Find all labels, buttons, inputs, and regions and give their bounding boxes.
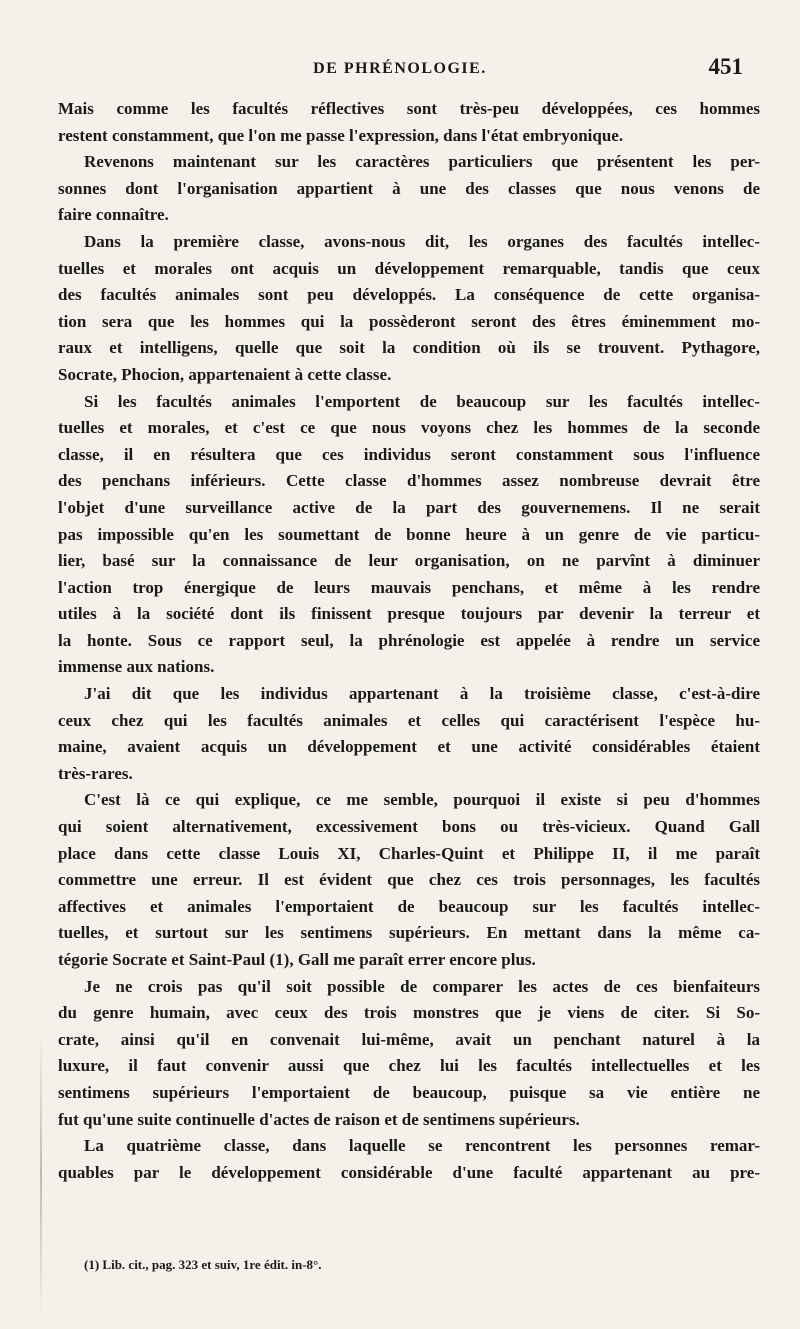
text-line: tuelles, et surtout sur les sentimens supérieurs. En mettant dans la même ca- [58,923,760,943]
text-line: La quatrième classe, dans laquelle se rencontrent les personnes remar- [84,1136,760,1156]
text-line: du genre humain, avec ceux des trois monstres que je viens de citer. Si So- [58,1003,760,1023]
text-line: crate, ainsi qu'il en convenait lui-même, avait un penchant naturel à la [58,1029,760,1049]
text-line: restent constamment, que l'on me passe l'expression, dans l'état embryonique. [58,125,624,145]
text-line: immense aux nations. [58,657,215,677]
text-line: sonnes dont l'organisation appartient à une des classes que nous venons de [58,178,760,198]
text-line: très-rares. [58,763,133,783]
text-line: la honte. Sous ce rapport seul, la phrénologie est appelée à rendre un service [58,630,760,650]
text-line: Dans la première classe, avons-nous dit, les organes des facultés intellec- [84,231,760,251]
text-line: lier, basé sur la connaissance de leur organisation, on ne parvînt à diminuer [58,551,760,571]
footnote: (1) Lib. cit., pag. 323 et suiv, 1re édit. in-8°. [84,1257,322,1272]
text-line: maine, avaient acquis un développement et une activité considérables étaient [58,737,760,757]
text-line: tuelles et morales, et c'est ce que nous voyons chez les hommes de la seconde [58,418,760,438]
text-line: tuelles et morales ont acquis un développement remarquable, tandis que ceux [58,258,760,278]
running-header [0,54,800,82]
text-line: des facultés animales sont peu développés. La conséquence de cette organisa- [58,285,760,305]
text-line: Si les facultés animales l'emportent de beaucoup sur les facultés intellec- [84,391,760,411]
text-line: des penchans inférieurs. Cette classe d'hommes assez nombreuse devrait être [58,471,760,491]
text-line: commettre une erreur. Il est évident que chez ces trois personnages, les facultés [58,870,760,890]
text-line: pas impossible qu'en les soumettant de bonne heure à un genre de vie particu- [58,524,760,544]
text-line: raux et intelligens, quelle que soit la condition où ils se trouvent. Pythagore, [58,338,760,358]
text-line: sentimens supérieurs l'emportaient de beaucoup, puisque sa vie entière ne [58,1082,760,1102]
body-text [58,96,760,1186]
text-line: l'objet d'une surveillance active de la part des gouvernemens. Il ne serait [58,497,760,517]
text-line: ceux chez qui les facultés animales et celles qui caractérisent l'espèce hu- [58,710,760,730]
text-line: Socrate, Phocion, appartenaient à cette classe. [58,364,392,384]
text-line: tégorie Socrate et Saint-Paul (1), Gall me paraît errer encore plus. [58,950,536,969]
page-number: 451 [708,54,743,79]
text-line: classe, il en résultera que ces individus seront constamment sous l'influence [58,444,760,464]
text-line: C'est là ce qui explique, ce me semble, pourquoi il existe si peu d'hommes [84,790,760,810]
text-line: luxure, il faut convenir aussi que chez lui les facultés intellectuelles et les [58,1056,760,1076]
margin-stain [40,1030,42,1320]
text-line: J'ai dit que les individus appartenant à la troisième classe, c'est-à-dire [84,684,760,704]
text-line: fut qu'une suite continuelle d'actes de raison et de sentimens supérieurs. [58,1109,580,1129]
text-line: quables par le développement considérable d'une faculté appartenant au pre- [58,1162,760,1182]
text-line: place dans cette classe Louis XI, Charles-Quint et Philippe II, il me paraît [58,843,760,863]
text-line: l'action trop énergique de leurs mauvais penchans, et même à les rendre [58,577,760,597]
text-line: faire connaître. [58,205,169,225]
text-line: tion sera que les hommes qui la possèderont seront des êtres éminemment mo- [58,311,760,331]
text-line: Mais comme les facultés réflectives sont très-peu développées, ces hommes [58,99,760,118]
running-title: DE PHRÉNOLOGIE. [313,60,487,77]
text-line: affectives et animales l'emportaient de beaucoup sur les facultés intellec- [58,896,760,916]
text-line: Je ne crois pas qu'il soit possible de comparer les actes de ces bienfaiteurs [84,976,760,996]
text-line: utiles à la société dont ils finissent presque toujours par devenir la terreur et [58,604,760,624]
text-line: Revenons maintenant sur les caractères particuliers que présentent les per- [84,152,760,172]
text-line: qui soient alternativement, excessivement bons ou très-vicieux. Quand Gall [58,817,760,837]
